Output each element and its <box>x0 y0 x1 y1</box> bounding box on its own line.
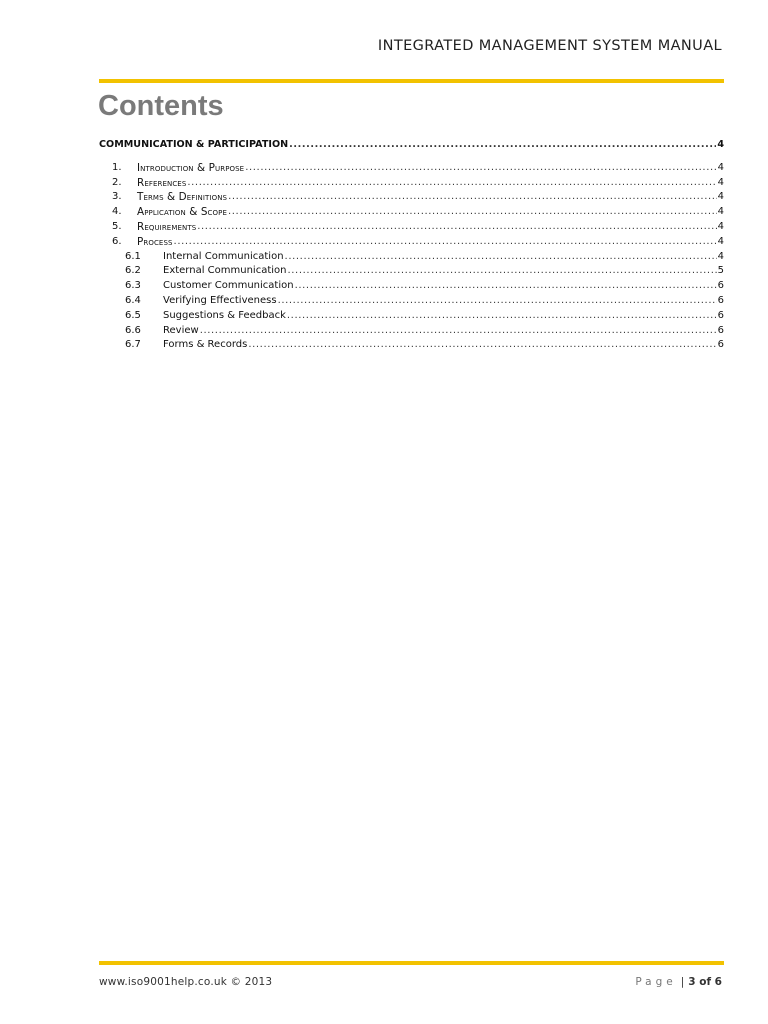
document-header-title: INTEGRATED MANAGEMENT SYSTEM MANUAL <box>377 38 722 54</box>
toc-entry-label: Forms & Records <box>163 339 248 351</box>
toc-entry-label: Terms & Definitions <box>137 191 228 204</box>
toc-entry-page: 6 <box>717 339 724 351</box>
toc-entry-section-5[interactable] <box>99 220 724 235</box>
toc-entry-number: 6.5 <box>125 309 141 321</box>
toc-entry-section-6[interactable] <box>99 235 724 250</box>
toc-entry-page: 4 <box>717 191 724 203</box>
toc-entry-page: 4 <box>717 220 724 232</box>
toc-entry-number: 4. <box>112 206 122 218</box>
toc-leader-dots <box>289 138 716 153</box>
toc-entry-number: 6.7 <box>125 339 141 351</box>
toc-entry-subsection-6-3[interactable] <box>99 279 724 294</box>
toc-entry-subsection-6-7[interactable] <box>99 338 724 353</box>
toc-leader-dots <box>174 235 717 250</box>
toc-leader-dots <box>187 176 716 191</box>
footer-website: www.iso9001help.co.uk © 2013 <box>99 976 273 988</box>
toc-entry-page: 4 <box>717 250 724 262</box>
toc-entry-page: 6 <box>717 324 724 336</box>
toc-entry-page: 4 <box>717 235 724 247</box>
toc-entry-number: 1. <box>112 161 122 173</box>
footer-page-number: 3 of 6 <box>688 976 722 988</box>
toc-entry-page: 4 <box>717 206 724 218</box>
toc-entry-label: Introduction & Purpose <box>137 161 245 174</box>
toc-entry-number: 6.6 <box>125 324 141 336</box>
toc-entry-subsection-6-4[interactable] <box>99 294 724 309</box>
toc-entry-number: 3. <box>112 191 122 203</box>
toc-entry-label: Customer Communication <box>163 280 294 292</box>
toc-leader-dots <box>287 309 717 324</box>
toc-entry-section-2[interactable] <box>99 176 724 191</box>
toc-entry-section-4[interactable] <box>99 205 724 220</box>
toc-entry-label: Verifying Effectiveness <box>163 294 277 306</box>
toc-entry-label: Suggestions & Feedback <box>163 309 286 321</box>
toc-entry-number: 2. <box>112 176 122 188</box>
toc-entry-page: 4 <box>717 176 724 188</box>
toc-entry-label: External Communication <box>163 265 287 277</box>
toc-entry-number: 6.4 <box>125 294 141 306</box>
toc-entry-label: Process <box>137 235 173 248</box>
toc-entry-number: 6.1 <box>125 250 141 262</box>
toc-entry-subsection-6-5[interactable] <box>99 309 724 324</box>
contents-title: Contents <box>98 90 224 122</box>
footer-separator: | <box>680 976 685 988</box>
toc-entry-label: Application & Scope <box>137 206 227 219</box>
toc-leader-dots <box>197 220 716 235</box>
toc-entry-label: Internal Communication <box>163 250 284 262</box>
toc-entry-number: 6.3 <box>125 280 141 292</box>
toc-leader-dots <box>200 324 717 339</box>
toc-entry-subsection-6-1[interactable] <box>99 250 724 265</box>
toc-entry-number: 5. <box>112 220 122 232</box>
table-of-contents <box>99 138 724 353</box>
toc-entry-label: References <box>137 176 187 189</box>
toc-leader-dots <box>278 294 717 309</box>
toc-leader-dots <box>245 161 716 176</box>
toc-entry-section-3[interactable] <box>99 190 724 205</box>
toc-entry-label: Requirements <box>137 220 197 233</box>
toc-entry-subsection-6-6[interactable] <box>99 324 724 339</box>
toc-entry-subsection-6-2[interactable] <box>99 264 724 279</box>
footer-page-info <box>635 976 722 988</box>
toc-leader-dots <box>228 205 717 220</box>
toc-entry-page: 4 <box>717 161 724 173</box>
toc-entry-number: 6.2 <box>125 265 141 277</box>
toc-leader-dots <box>295 279 717 294</box>
toc-leader-dots <box>228 190 717 205</box>
toc-entry-label: COMMUNICATION & PARTICIPATION <box>99 139 289 150</box>
footer-rule <box>99 961 724 965</box>
toc-entry-label: Review <box>163 324 199 336</box>
toc-entry-page: 4 <box>717 139 724 150</box>
toc-entry-section-1[interactable] <box>99 161 724 176</box>
toc-entry-page: 5 <box>717 265 724 277</box>
header-rule <box>99 79 724 83</box>
footer-page-word: Page <box>635 976 677 988</box>
toc-leader-dots <box>285 250 717 265</box>
toc-entry-page: 6 <box>717 309 724 321</box>
toc-leader-dots <box>248 338 716 353</box>
toc-leader-dots <box>288 264 717 279</box>
toc-entry-page: 6 <box>717 294 724 306</box>
toc-entry-page: 6 <box>717 280 724 292</box>
toc-entry-number: 6. <box>112 235 122 247</box>
toc-entry-main[interactable] <box>99 138 724 153</box>
